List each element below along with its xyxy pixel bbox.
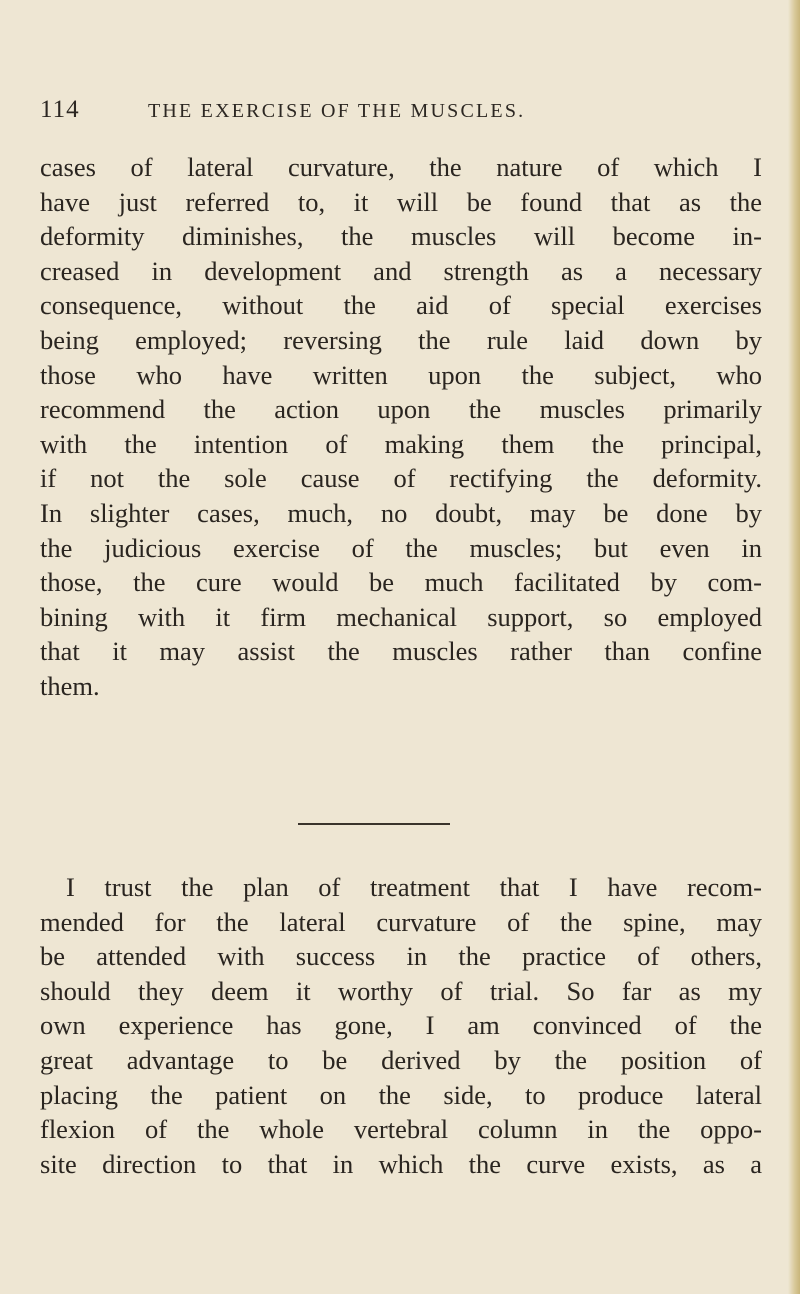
text-line: bining with it firm mechanical support, so employed [40,601,762,632]
paragraph-1 [40,150,762,704]
text-line: In slighter cases, much, no doubt, may be done by [40,497,762,528]
text-line: should they deem it worthy of trial. So far as my [40,975,762,1006]
text-line: have just referred to, it will be found that as the [40,186,762,217]
section-divider [298,823,450,825]
running-header [40,96,760,136]
text-line: the judicious exercise of the muscles; but even in [40,532,762,563]
text-line: I trust the plan of treatment that I have recom- [66,872,762,902]
text-line: them. [40,670,100,701]
text-line: mended for the lateral curvature of the spine, may [40,906,762,937]
page-number: 114 [40,96,80,123]
running-title: THE EXERCISE OF THE MUSCLES. [148,100,526,122]
text-line: being employed; reversing the rule laid down by [40,324,762,355]
text-line: cases of lateral curvature, the nature of which I [40,152,762,182]
text-line: with the intention of making them the principal, [40,428,762,459]
text-line: recommend the action upon the muscles primarily [40,394,762,425]
text-line: that it may assist the muscles rather than confine [40,636,762,667]
text-line: if not the sole cause of rectifying the deformity. [40,463,762,494]
text-line: great advantage to be derived by the position of [40,1044,762,1075]
page-edge-shadow [788,0,800,1294]
text-line: own experience has gone, I am convinced of the [40,1010,762,1041]
text-line: placing the patient on the side, to produce lateral [40,1079,762,1110]
text-line: consequence, without the aid of special exercises [40,290,762,321]
text-line: site direction to that in which the curve exists, as a [40,1148,762,1179]
text-line: flexion of the whole vertebral column in the oppo- [40,1114,762,1145]
text-line: be attended with success in the practice of others, [40,941,762,972]
text-line: those, the cure would be much facilitated by com- [40,567,762,598]
text-line: creased in development and strength as a necessary [40,255,762,286]
text-line: deformity diminishes, the muscles will become in- [40,221,762,252]
paragraph-2 [40,870,762,1181]
text-line: those who have written upon the subject, who [40,359,762,390]
